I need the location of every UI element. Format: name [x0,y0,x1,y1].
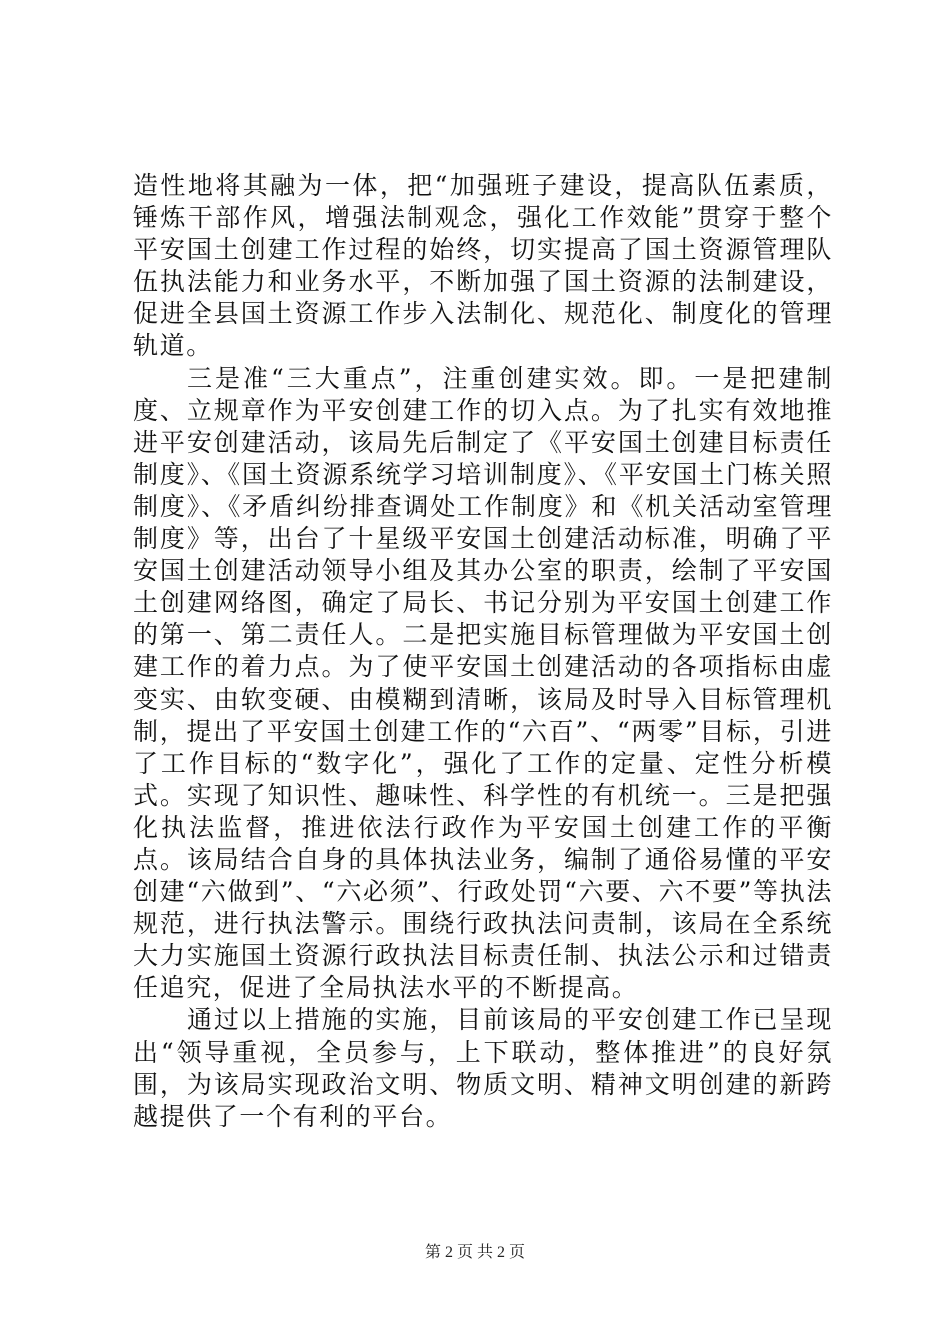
page-footer: 第 2 页 共 2 页 [424,1244,525,1261]
paragraph-2: 三是准“三大重点”，注重创建实效。即。一是把建制度、立规章作为平安创建工作的切入点。为了扎实有效地推进平安创建活动，该局先后制定了《平安国土创建目标责任制度》、《国土资源系统学习培训制度》、《平安国土门栋关照制度》、《矛盾纠纷排查调处工作制度》和《机关活动室管理制度》等，出台了十星级平安国土创建活动标准，明确了平安国土创建活动领导小组及其办公室的职责，绘制了平安国土创建网络图，确定了局长、书记分别为平安国土创建工作的第一、第二责任人。二是把实施目标管理做为平安国土创建工作的着力点。为了使平安国土创建活动的各项指标由虚变实、由软变硬、由模糊到清晰，该局及时导入目标管理机制，提出了平安国土创建工作的“六百”、“两零”目标，引进了工作目标的“数字化”，强化了工作的定量、定性分析模式。实现了知识性、趣味性、科学性的有机统一。三是把强化执法监督，推进依法行政作为平安国土创建工作的平衡点。该局结合自身的具体执法业务，编制了通俗易懂的平安创建“六做到”、“六必须”、行政处罚“六要、六不要”等执法规范，进行执法警示。围绕行政执法问责制，该局在全系统大力实施国土资源行政执法目标责任制、执法公示和过错责任追究，促进了全局执法水平的不断提高。 [133,363,833,1003]
document-body [133,170,833,1133]
paragraph-3: 通过以上措施的实施，目前该局的平安创建工作已呈现出“领导重视，全员参与，上下联动，整体推进”的良好氛围，为该局实现政治文明、物质文明、精神文明创建的新跨越提供了一个有利的平台。 [133,1005,833,1131]
paragraph-1: 造性地将其融为一体，把“加强班子建设，提高队伍素质，锤炼干部作风，增强法制观念，强化工作效能”贯穿于整个平安国土创建工作过程的始终，切实提高了国土资源管理队伍执法能力和业务水平，不断加强了国土资源的法制建设，促进全县国土资源工作步入法制化、规范化、制度化的管理轨道。 [133,171,833,361]
